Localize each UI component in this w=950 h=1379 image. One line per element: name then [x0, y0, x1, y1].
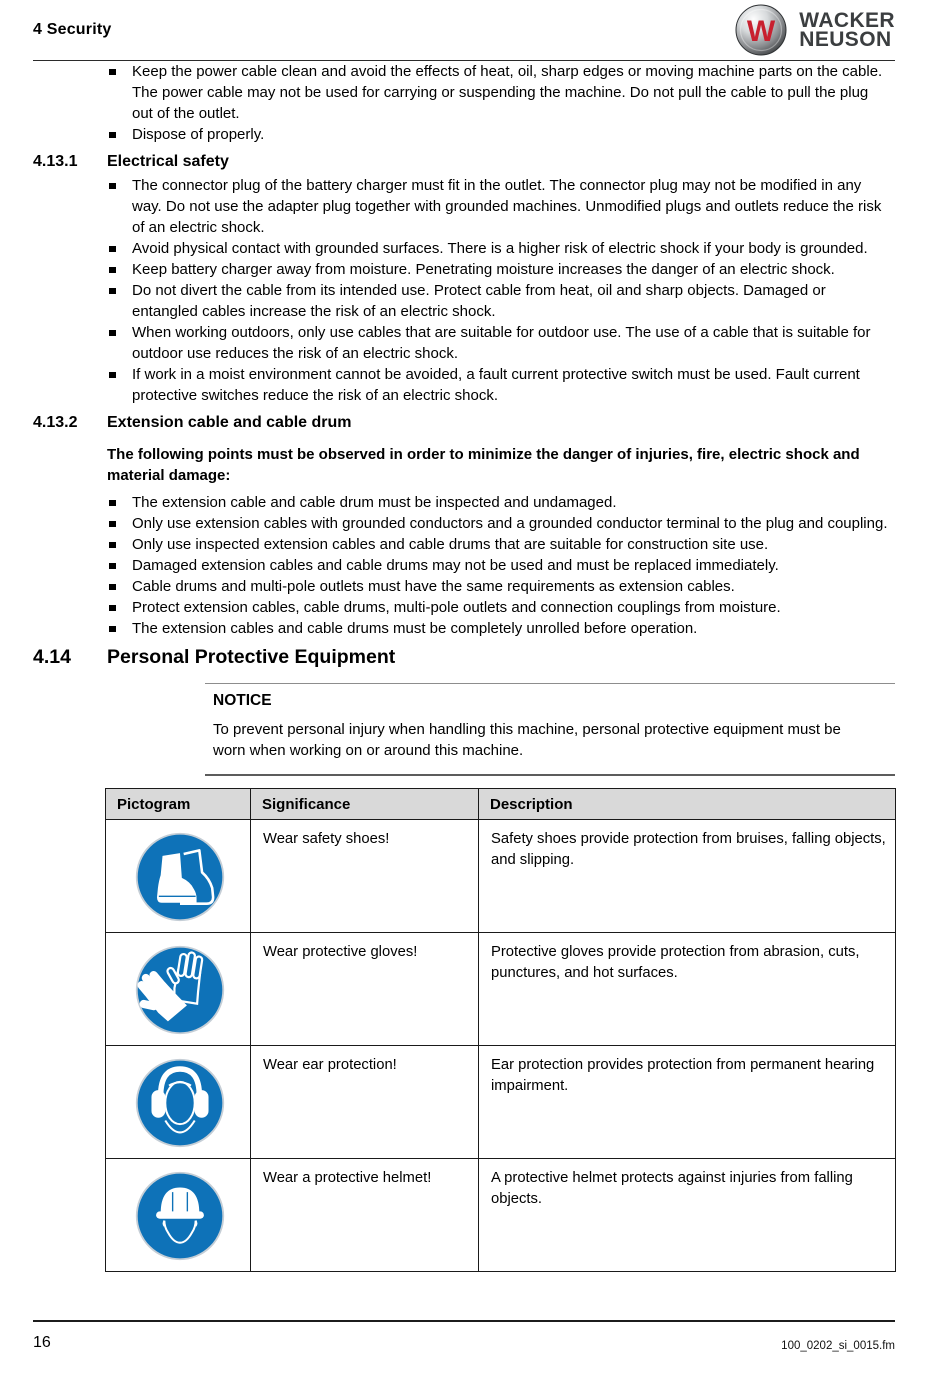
- bullet-item: Protect extension cables, cable drums, multi-pole outlets and connection couplings from moisture.: [132, 597, 888, 618]
- description-cell: A protective helmet protects against injuries from falling objects.: [479, 1159, 896, 1272]
- section-number: 4.14: [33, 646, 71, 668]
- table-row: [106, 1046, 896, 1159]
- bullet-item: The extension cables and cable drums must be completely unrolled before operation.: [132, 618, 888, 639]
- column-header-description: Description: [479, 789, 896, 820]
- description-cell: Ear protection provides protection from permanent hearing impairment.: [479, 1046, 896, 1159]
- brand-line-neuson: NEUSON: [799, 28, 892, 51]
- description-cell: Safety shoes provide protection from bruises, falling objects, and slipping.: [479, 820, 896, 933]
- bullet-item: Avoid physical contact with grounded surfaces. There is a higher risk of electric shock if your body is grounded.: [132, 238, 888, 259]
- bullet-item: If work in a moist environment cannot be avoided, a fault current protective switch must be used. Fault current protective switches reduce the risk of an electric shock.: [132, 364, 888, 406]
- protective-helmet-icon: [134, 1170, 226, 1262]
- source-file-name: 100_0202_si_0015.fm: [781, 1340, 895, 1352]
- protective-gloves-icon: [134, 944, 226, 1036]
- table-row: [106, 933, 896, 1046]
- section-title: Personal Protective Equipment: [107, 646, 396, 668]
- brand-line-wacker: WACKER: [799, 9, 895, 32]
- extension-cable-bullet-list: [33, 492, 895, 639]
- table-header-row: [106, 789, 896, 820]
- page-footer: [33, 1320, 895, 1352]
- extension-cable-bold-intro: The following points must be observed in order to minimize the danger of injuries, fire, electric shock and material damage:: [107, 446, 860, 484]
- bullet-item: The extension cable and cable drum must be inspected and undamaged.: [132, 492, 888, 513]
- significance-cell: Wear ear protection!: [251, 1046, 479, 1159]
- notice-box: [205, 683, 895, 776]
- pictogram-cell: [106, 1159, 251, 1272]
- section-heading-ppe: [33, 646, 895, 669]
- section-heading-electrical-safety: [33, 153, 895, 171]
- table-row: [106, 820, 896, 933]
- electrical-safety-bullet-list: [33, 175, 895, 406]
- bullet-item: Dispose of properly.: [132, 124, 888, 145]
- logo-w-letter: W: [747, 15, 776, 48]
- chapter-title: 4 Security: [33, 21, 112, 38]
- section-title: Electrical safety: [107, 153, 229, 170]
- ppe-table: [105, 788, 896, 1272]
- bullet-item: Do not divert the cable from its intended use. Protect cable from heat, oil and sharp objects. Damaged or entangled cables increase the risk of an electric shock.: [132, 280, 888, 322]
- significance-cell: Wear protective gloves!: [251, 933, 479, 1046]
- column-header-pictogram: Pictogram: [106, 789, 251, 820]
- bullet-item: Keep the power cable clean and avoid the effects of heat, oil, sharp edges or moving machine parts on the cable. The power cable may not be used for carrying or suspending the machine. Do not pull the cable to pull the plug out of the outlet.: [132, 61, 888, 124]
- section-heading-extension-cable: [33, 414, 895, 432]
- notice-body: To prevent personal injury when handling this machine, personal protective equipment must be worn when working on or around this machine.: [213, 721, 841, 759]
- power-cable-bullet-list: [33, 61, 895, 145]
- bullet-item: Cable drums and multi-pole outlets must have the same requirements as extension cables.: [132, 576, 888, 597]
- notice-title: NOTICE: [213, 692, 272, 709]
- table-row: [106, 1159, 896, 1272]
- wacker-neuson-globe-icon: [735, 4, 787, 56]
- pictogram-cell: [106, 933, 251, 1046]
- pictogram-cell: [106, 820, 251, 933]
- pictogram-cell: [106, 1046, 251, 1159]
- bullet-item: Only use extension cables with grounded conductors and a grounded conductor terminal to the plug and coupling.: [132, 515, 888, 532]
- safety-shoes-icon: [134, 831, 226, 923]
- section-number: 4.13.2: [33, 414, 78, 431]
- wacker-neuson-logo: [735, 4, 895, 56]
- column-header-significance: Significance: [251, 789, 479, 820]
- bullet-item: Keep battery charger away from moisture. Penetrating moisture increases the danger of an electric shock.: [132, 259, 888, 280]
- description-cell: Protective gloves provide protection from abrasion, cuts, punctures, and hot surfaces.: [479, 933, 896, 1046]
- section-number: 4.13.1: [33, 153, 78, 170]
- page-number: 16: [33, 1334, 51, 1351]
- page-header: [33, 0, 895, 61]
- ear-protection-icon: [134, 1057, 226, 1149]
- bullet-item: When working outdoors, only use cables that are suitable for outdoor use. The use of a cable that is suitable for outdoor use reduces the risk of an electric shock.: [132, 322, 888, 364]
- section-title: Extension cable and cable drum: [107, 414, 352, 431]
- bullet-item: Damaged extension cables and cable drums may not be used and must be replaced immediately.: [132, 555, 888, 576]
- significance-cell: Wear a protective helmet!: [251, 1159, 479, 1272]
- significance-cell: Wear safety shoes!: [251, 820, 479, 933]
- bullet-item: Only use inspected extension cables and cable drums that are suitable for construction site use.: [132, 534, 888, 555]
- brand-wordmark: [799, 11, 895, 49]
- bullet-item: The connector plug of the battery charger must fit in the outlet. The connector plug may not be modified in any way. Do not use the adapter plug together with grounded machines. Unmodified plugs and outlets reduce the risk of an electric shock.: [132, 175, 888, 238]
